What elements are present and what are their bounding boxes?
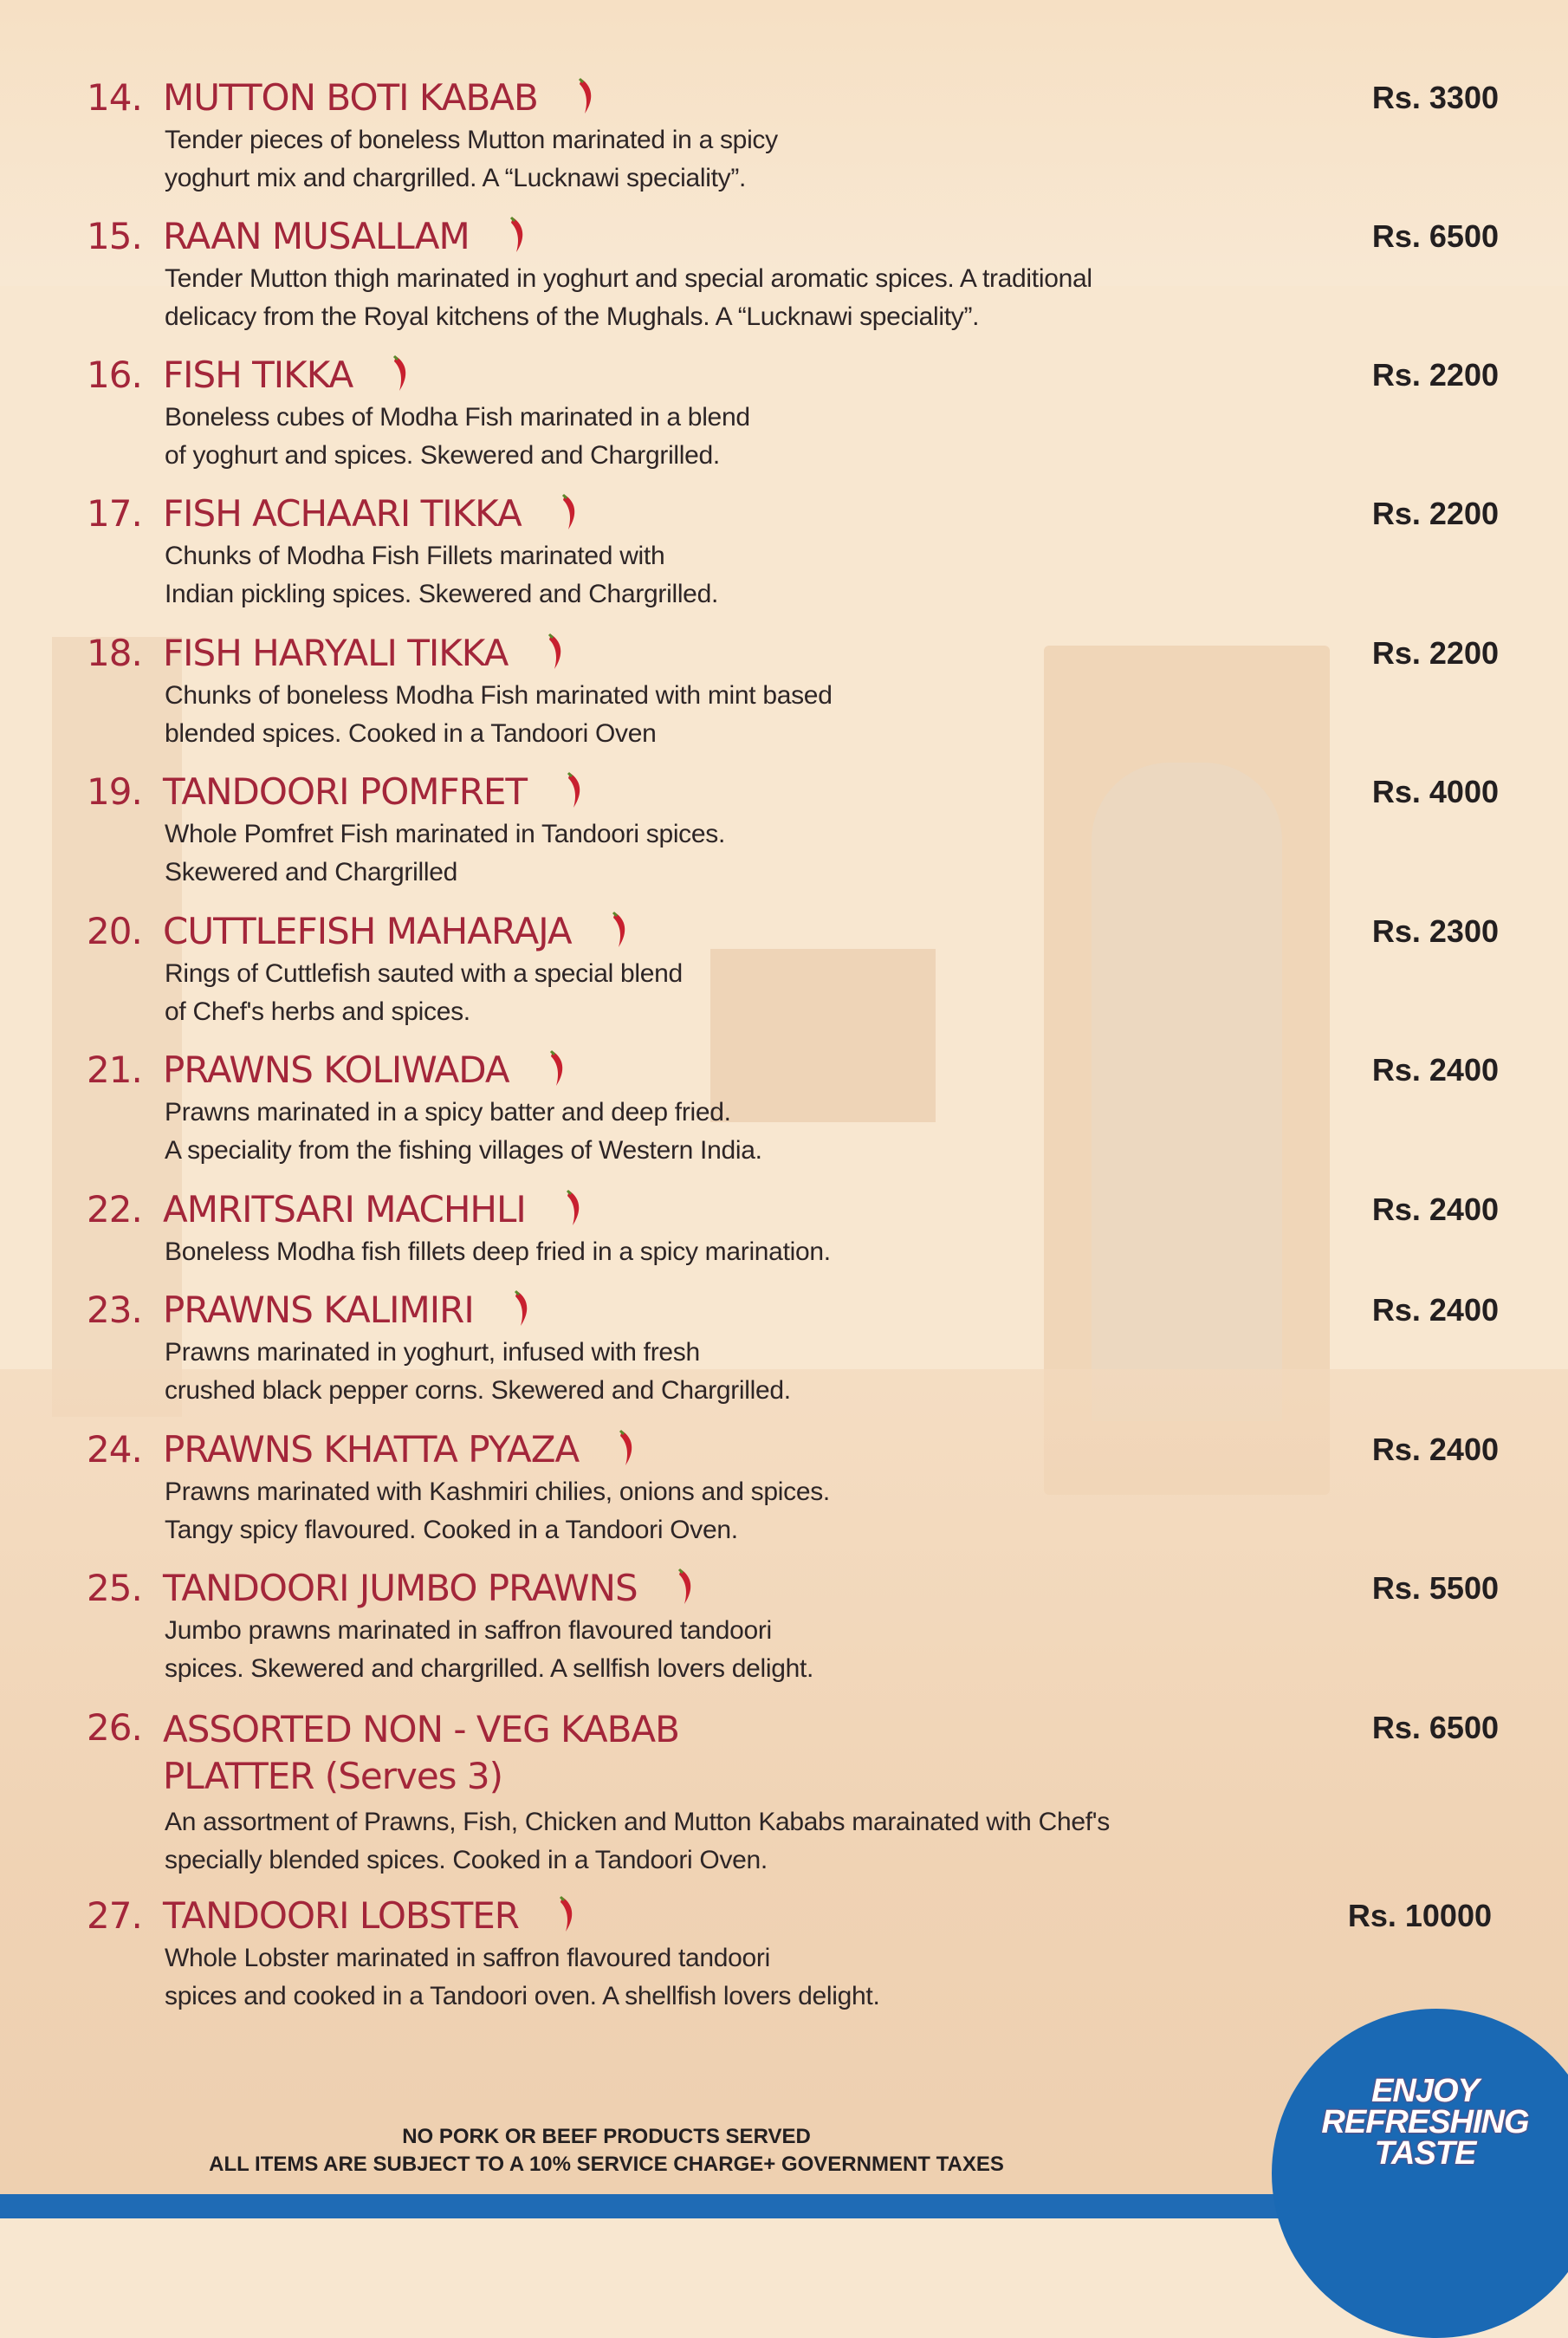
item-number: 25. <box>87 1567 142 1609</box>
no-pork-note: NO PORK OR BEEF PRODUCTS SERVED <box>402 2125 811 2148</box>
item-price: Rs. 2200 <box>1371 635 1499 671</box>
item-number: 15. <box>87 215 142 257</box>
item-number: 17. <box>87 492 142 535</box>
item-name: RAAN MUSALLAM <box>163 215 528 257</box>
chili-icon <box>560 493 580 531</box>
item-description: Whole Pomfret Fish marinated in Tandoori spices. Skewered and Chargrilled <box>165 820 726 886</box>
item-number: 14. <box>87 76 142 119</box>
item-name: AMRITSARI MACHHLI <box>163 1188 585 1231</box>
item-name: PRAWNS KOLIWADA <box>163 1049 568 1091</box>
item-price: Rs. 2200 <box>1371 357 1499 393</box>
item-name: CUTTLEFISH MAHARAJA <box>163 910 631 952</box>
item-description: Prawns marinated in yoghurt, infused with fresh crushed black pepper corns. Skewered and Chargrilled. <box>165 1338 791 1405</box>
chili-icon <box>512 1289 533 1328</box>
footer-notes <box>173 2123 1040 2179</box>
item-name: PRAWNS KALIMIRI <box>163 1289 533 1331</box>
item-price: Rs. 6500 <box>1371 1710 1499 1745</box>
item-description: Whole Lobster marinated in saffron flavoured tandoori spices and cooked in a Tandoori oven. A shellfish lovers delight. <box>165 1944 880 2010</box>
item-price: Rs. 2400 <box>1371 1432 1499 1467</box>
item-name: TANDOORI LOBSTER <box>163 1894 578 1937</box>
item-description: Jumbo prawns marinated in saffron flavoured tandoori spices. Skewered and chargrilled. A sellfish lovers delight. <box>165 1616 814 1683</box>
item-price: Rs. 2200 <box>1371 496 1499 531</box>
item-price: Rs. 3300 <box>1371 80 1499 115</box>
chili-icon <box>617 1429 638 1467</box>
item-price: Rs. 2300 <box>1371 913 1499 949</box>
item-description: Prawns marinated with Kashmiri chilies, onions and spices. Tangy spicy flavoured. Cooked in a Tandoori Oven. <box>165 1477 830 1544</box>
item-description: Tender Mutton thigh marinated in yoghurt and special aromatic spices. A traditional delicacy from the Royal kitchens of the Mughals. A “Lucknawi speciality”. <box>165 264 1092 331</box>
item-price: Rs. 10000 <box>1347 1898 1492 1933</box>
chili-icon <box>576 77 597 115</box>
item-description: Tender pieces of boneless Mutton marinated in a spicy yoghurt mix and chargrilled. A “Lucknawi speciality”. <box>165 126 778 192</box>
pepsi-slogan: ENJOY REFRESHING TASTE <box>1321 2073 1529 2172</box>
item-number: 19. <box>87 770 142 813</box>
chili-icon <box>564 1189 585 1227</box>
item-description: An assortment of Prawns, Fish, Chicken and Mutton Kababs marainated with Chef's specially blended spices. Cooked in a Tandoori Oven. <box>165 1808 1110 1874</box>
item-name: MUTTON BOTI KABAB <box>163 76 597 119</box>
item-name: FISH TIKKA <box>163 354 411 396</box>
item-description: Prawns marinated in a spicy batter and deep fried. A speciality from the fishing villages of Western India. <box>165 1098 762 1165</box>
item-description: Boneless cubes of Modha Fish marinated in a blend of yoghurt and spices. Skewered and Chargrilled. <box>165 403 750 470</box>
chili-icon <box>546 633 567 671</box>
chili-icon <box>676 1568 697 1606</box>
chili-icon <box>565 771 586 809</box>
item-price: Rs. 6500 <box>1371 218 1499 254</box>
chili-icon <box>610 911 631 949</box>
item-price: Rs. 2400 <box>1371 1292 1499 1328</box>
item-description: Rings of Cuttlefish sauted with a special blend of Chef's herbs and spices. <box>165 959 683 1026</box>
item-number: 23. <box>87 1289 142 1331</box>
item-number: 22. <box>87 1188 142 1231</box>
item-description: Chunks of boneless Modha Fish marinated with mint based blended spices. Cooked in a Tandoori Oven <box>165 681 833 748</box>
item-number: 27. <box>87 1894 142 1937</box>
chili-icon <box>391 354 411 393</box>
item-number: 26. <box>87 1706 142 1749</box>
item-name: TANDOORI POMFRET <box>163 770 586 813</box>
item-number: 21. <box>87 1049 142 1091</box>
item-description: Chunks of Modha Fish Fillets marinated with Indian pickling spices. Skewered and Chargrilled. <box>165 542 718 608</box>
item-number: 24. <box>87 1428 142 1471</box>
item-number: 16. <box>87 354 142 396</box>
item-name: FISH ACHAARI TIKKA <box>163 492 580 535</box>
item-name-line2: PLATTER (Serves 3) <box>163 1755 502 1797</box>
item-price: Rs. 4000 <box>1371 774 1499 809</box>
item-price: Rs. 2400 <box>1371 1052 1499 1088</box>
item-price: Rs. 5500 <box>1371 1570 1499 1606</box>
service-charge-note: ALL ITEMS ARE SUBJECT TO A 10% SERVICE CHARGE+ GOVERNMENT TAXES <box>209 2153 1004 2176</box>
item-name: FISH HARYALI TIKKA <box>163 632 567 674</box>
chili-icon <box>548 1049 568 1088</box>
chili-icon <box>508 216 528 254</box>
item-name: PRAWNS KHATTA PYAZA <box>163 1428 638 1471</box>
chili-icon <box>557 1895 578 1933</box>
item-description: Boneless Modha fish fillets deep fried in a spicy marination. <box>165 1237 831 1266</box>
item-name: ASSORTED NON - VEG KABAB PLATTER (Serves 3) <box>163 1708 679 1797</box>
item-number: 20. <box>87 910 142 952</box>
item-price: Rs. 2400 <box>1371 1192 1499 1227</box>
item-number: 18. <box>87 632 142 674</box>
item-name: TANDOORI JUMBO PRAWNS <box>163 1567 697 1609</box>
